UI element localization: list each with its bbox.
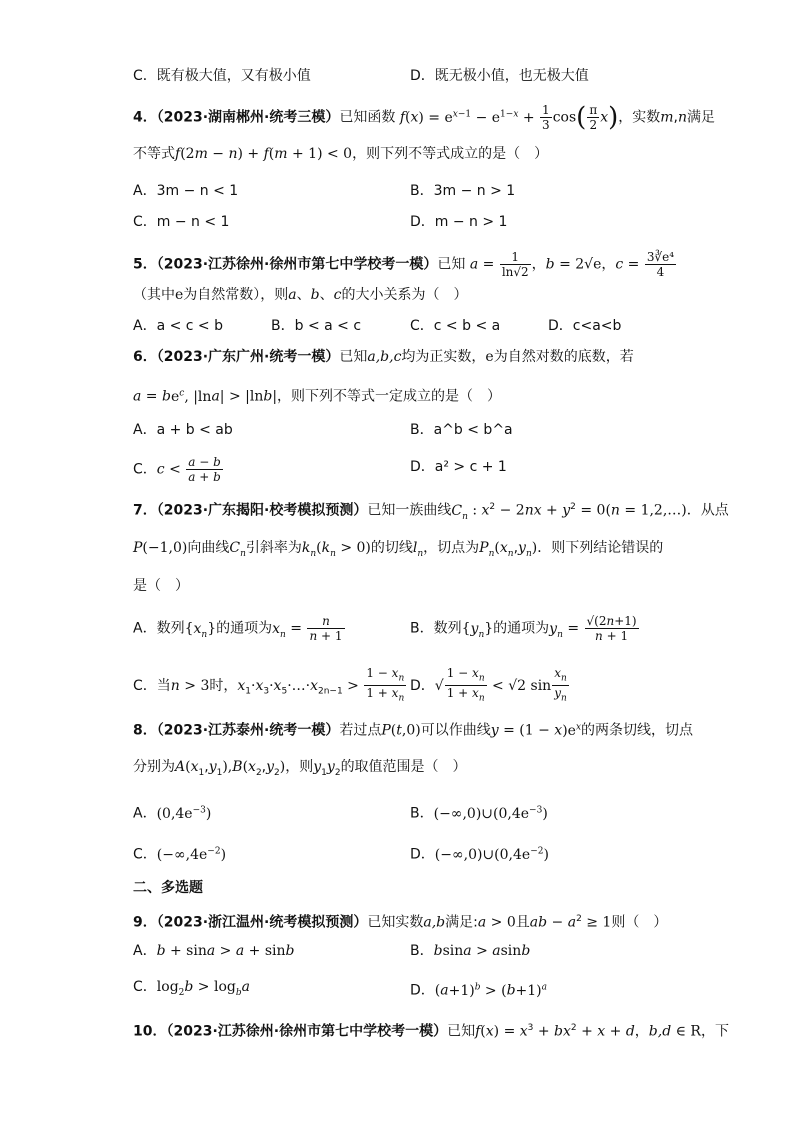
q4-option-b: B．3m − n > 1 bbox=[410, 183, 516, 199]
q7-stem-line3: 是（ ） bbox=[133, 578, 189, 594]
q9-option-c: C．$\log_2b > \log_ba$ bbox=[133, 979, 250, 998]
q6-stem-line2: $a = be^c$, |lna| > |lnb|，则下列不等式一定成立的是（ ） bbox=[133, 388, 502, 405]
q8-option-b: B．$(-\infty,0)\cup(0,4e^{-3})$ bbox=[410, 805, 548, 822]
q6-option-b: B．a^b < b^a bbox=[410, 422, 513, 438]
q8-stem-line1: 8．（2023·江苏泰州·统考一模）若过点P(t,0)可以作曲线$y = (1 - x)e^x$的两条切线，切点 bbox=[133, 722, 694, 739]
q9-option-b: B．bsina > asinb bbox=[410, 943, 531, 959]
q9-option-d: D．$(a+1)^b > (b+1)^a$ bbox=[410, 982, 548, 999]
q3-option-d: D．既无极小值，也无极大值 bbox=[410, 68, 589, 84]
q8-option-a: A．$(0,4e^{-3})$ bbox=[133, 805, 212, 822]
q5-option-d: D．c<a<b bbox=[548, 318, 622, 334]
q4-option-d: D．m − n > 1 bbox=[410, 214, 508, 230]
q9-stem: 9．（2023·浙江温州·统考模拟预测）已知实数a,b满足:a > 0且ab − $a^2 \ge 1$则（ ） bbox=[133, 914, 668, 931]
q5-stem-line2: （其中e为自然常数），则a、b、c的大小关系为（ ） bbox=[133, 287, 468, 303]
q8-option-d: D．$(-\infty,0)\cup(0,4e^{-2})$ bbox=[410, 846, 549, 863]
q5-option-b: B．b < a < c bbox=[271, 318, 362, 334]
q7-option-b: B．数列$\{y_n\}$的通项为$y_n$ = $\frac{√(2n+1)}{n + 1}$ bbox=[410, 614, 637, 643]
q6-stem-line1: 6．（2023·广东广州·统考一模）已知a,b,c均为正实数，e为自然对数的底数，若 bbox=[133, 349, 634, 365]
q6-option-c: C．c < $\frac{a - b}{a + b}$ bbox=[133, 455, 221, 484]
q7-option-d: D．√ $\frac{1 - x_n}{1 + x_n}$ < √2 sin $\frac{x_n}{y_n}$ bbox=[410, 666, 567, 704]
q4-option-a: A．3m − n < 1 bbox=[133, 183, 239, 199]
q6-option-a: A．a + b < ab bbox=[133, 422, 233, 438]
q3-option-c: C．既有极大值，又有极小值 bbox=[133, 68, 311, 84]
q5-option-c: C．c < b < a bbox=[410, 318, 501, 334]
q5-option-a: A．a < c < b bbox=[133, 318, 224, 334]
section-heading-multiple-choice: 二、多选题 bbox=[133, 880, 203, 896]
q4-stem-line1: 4．（2023·湖南郴州·统考三模）已知函数 $f(x) = e^{x-1} - e^{1-x}$ + $\frac{1}{3}$ cos( $\frac{\pi}{2}$ x)，实数m,n满足 bbox=[133, 102, 716, 133]
q8-stem-line2: 分别为$A(x_1,y_1),B(x_2,y_2)$，则$y_1y_2$的取值范围是（ ） bbox=[133, 759, 467, 778]
q7-stem-line1: 7．（2023·广东揭阳·校考模拟预测）已知一族曲线$C_n$ : $x^2 - 2nx + y^2 = 0(n$ = 1,2,…)．从点 bbox=[133, 502, 729, 522]
q6-option-d: D．a² > c + 1 bbox=[410, 459, 507, 475]
q8-option-c: C．$(-\infty,4e^{-2})$ bbox=[133, 846, 227, 863]
q7-option-a: A．数列$\{x_n\}$的通项为$x_n$ = $\frac{n}{n + 1}$ bbox=[133, 614, 343, 643]
q4-option-c: C．m − n < 1 bbox=[133, 214, 230, 230]
q7-stem-line2: P(−1,0)向曲线$C_n$引斜率为$k_n(k_n > 0)$的切线$l_n$，切点为$P_n(x_n,y_n)$．则下列结论错误的 bbox=[133, 540, 664, 559]
q9-option-a: A．b + sina > a + sinb bbox=[133, 943, 295, 959]
q7-option-c: C．当n > 3时，$x_1\cdot x_3\cdot x_5\cdot\dots\cdot x_{2n-1}$ > $\frac{1 - x_n}{1 + x_n}$ bbox=[133, 666, 405, 704]
q5-stem-line1: 5．（2023·江苏徐州·徐州市第七中学校考一模）已知 a = $\frac{1}{\ln√2}$ ，b = 2√e，c = $\frac{\text{3∛e⁴}}{4}$ bbox=[133, 250, 675, 279]
q10-stem: 10．（2023·江苏徐州·徐州市第七中学校考一模）已知$f(x) = x^3 + bx^2 + x + d$，b,d ∈ R，下 bbox=[133, 1023, 729, 1040]
q4-stem-line2: 不等式f(2m − n) + f(m + 1) < 0，则下列不等式成立的是（ ） bbox=[133, 146, 549, 162]
